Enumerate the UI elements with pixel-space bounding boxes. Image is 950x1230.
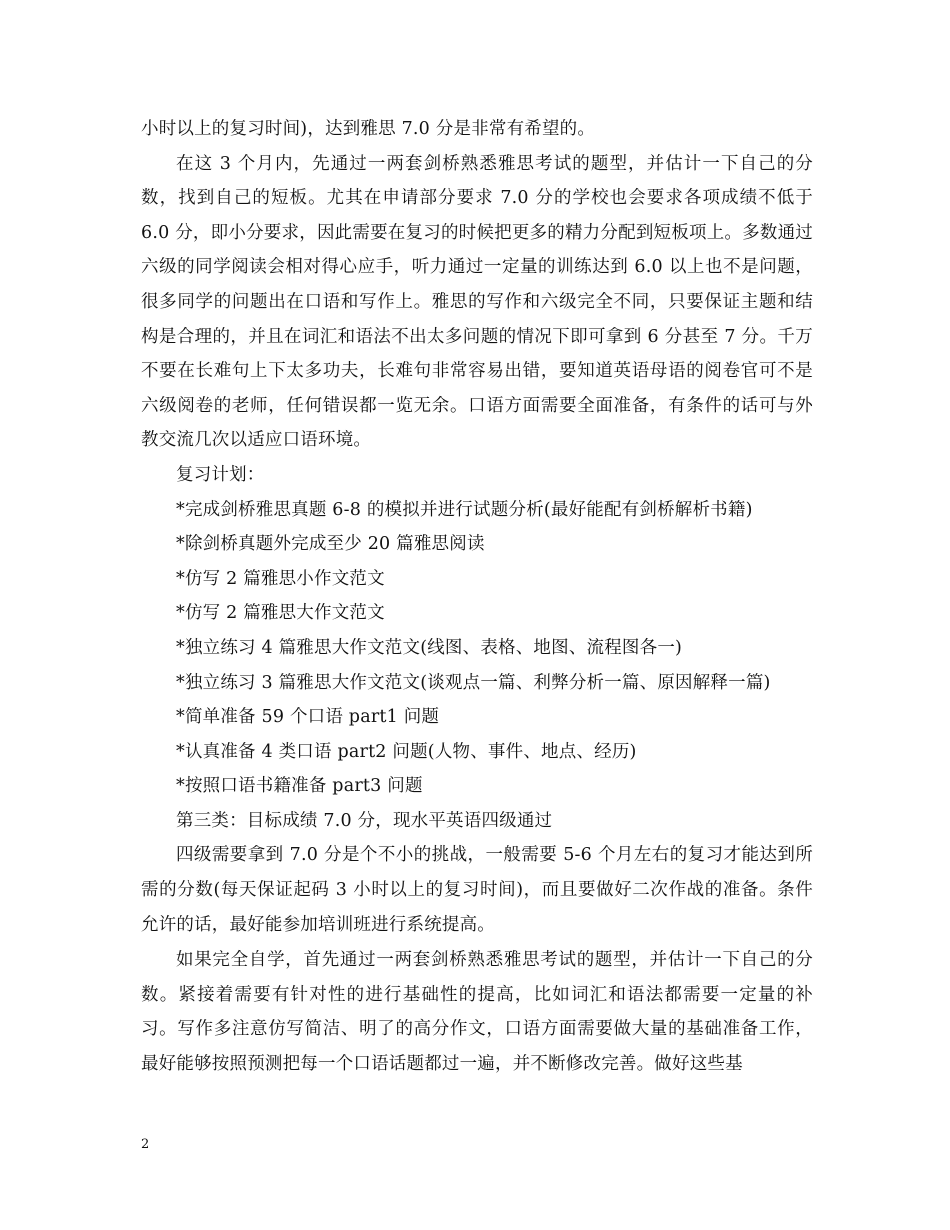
paragraph-self-study: 如果完全自学，首先通过一两套剑桥熟悉雅思考试的题型，并估计一下自己的分数。紧接着需要有针对性的进行基础性的提高，比如词汇和语法都需要一定量的补习。写作多注意仿写简洁、明了的高分作文，口语方面需要做大量的基础准备工作，最好能够按照预测把每一个口语话题都过一遍，并不断修改完善。做好这些基 bbox=[141, 950, 813, 1075]
plan-item: *除剑桥真题外完成至少 20 篇雅思阅读 bbox=[176, 534, 485, 555]
plan-item: *认真准备 4 类口语 part2 问题(人物、事件、地点、经历) bbox=[176, 741, 637, 762]
plan-item: *仿写 2 篇雅思大作文范文 bbox=[176, 603, 385, 624]
section-heading-category-three: 第三类：目标成绩 7.0 分，现水平英语四级通过 bbox=[176, 810, 553, 831]
plan-item: *按照口语书籍准备 part3 问题 bbox=[176, 776, 423, 797]
page-number: 2 bbox=[141, 1137, 150, 1152]
paragraph-cet4-challenge: 四级需要拿到 7.0 分是个不小的挑战，一般需要 5-6 个月左右的复习才能达到所需的分数(每天保证起码 3 小时以上的复习时间)，而且要做好二次作战的准备。条件允许的话，最好能参加培训班进行系统提高。 bbox=[141, 845, 813, 935]
paragraph-continuation: 小时以上的复习时间)，达到雅思 7.0 分是非常有希望的。 bbox=[141, 119, 596, 139]
plan-item: *简单准备 59 个口语 part1 问题 bbox=[176, 707, 440, 728]
plan-item: *独立练习 4 篇雅思大作文范文(线图、表格、地图、流程图各一) bbox=[176, 637, 683, 658]
plan-item: *仿写 2 篇雅思小作文范文 bbox=[176, 568, 385, 589]
review-plan-heading: 复习计划： bbox=[176, 464, 265, 485]
plan-item: *独立练习 3 篇雅思大作文范文(谈观点一篇、利弊分析一篇、原因解释一篇) bbox=[176, 672, 771, 693]
plan-item: *完成剑桥雅思真题 6-8 的模拟并进行试题分析(最好能配有剑桥解析书籍) bbox=[176, 499, 753, 520]
paragraph-three-month-plan: 在这 3 个月内，先通过一两套剑桥熟悉雅思考试的题型，并估计一下自己的分数，找到自己的短板。尤其在申请部分要求 7.0 分的学校也会要求各项成绩不低于 6.0 分，即小分要求，因此需要在复习的时候把更多的精力分配到短板项上。多数通过六级的同学阅读会相对得心应手，听力通过一定量的训练达到 6.0 以上也不是问题，很多同学的问题出在口语和写作上。雅思的写作和六级完全不同，只要保证主题和结构是合理的，并且在词汇和语法不出太多问题的情况下即可拿到 6 分甚至 7 分。千万不要在长难句上下太多功夫，长难句非常容易出错，要知道英语母语的阅卷官可不是六级阅卷的老师，任何错误都一览无余。口语方面需要全面准备，有条件的话可与外教交流几次以适应口语环境。 bbox=[141, 153, 813, 451]
document-body bbox=[141, 112, 813, 1082]
